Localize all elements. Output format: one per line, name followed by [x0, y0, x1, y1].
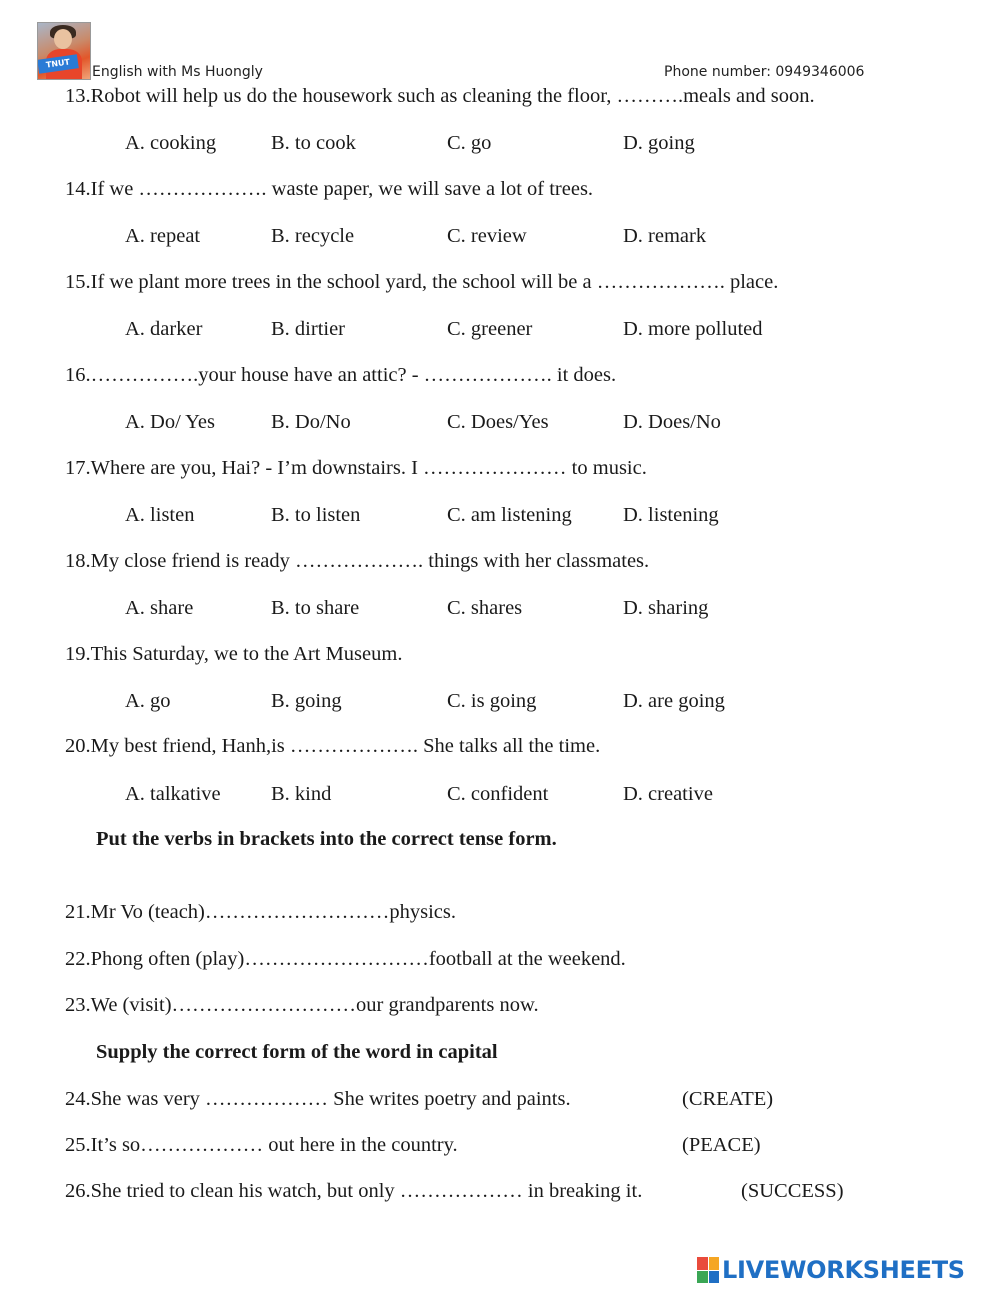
question-17: 17.Where are you, Hai? - I’m downstairs. I ………………… to music. — [65, 457, 647, 479]
option-c[interactable]: C. review — [447, 225, 527, 247]
option-b[interactable]: B. dirtier — [271, 318, 346, 340]
option-c[interactable]: C. am listening — [447, 504, 572, 526]
option-a[interactable]: A. talkative — [125, 783, 221, 805]
options-15 — [125, 318, 925, 344]
option-b[interactable]: B. to share — [271, 597, 360, 619]
option-c[interactable]: C. shares — [447, 597, 523, 619]
options-16 — [125, 411, 925, 437]
header-title: English with Ms Huongly — [92, 64, 263, 80]
option-d[interactable]: D. Does/No — [623, 411, 721, 433]
question-24: 24.She was very ……………… She writes poetry and paints. — [65, 1088, 571, 1110]
section-title-word-form: Supply the correct form of the word in capital — [96, 1041, 498, 1063]
option-a[interactable]: A. go — [125, 690, 171, 712]
options-13 — [125, 132, 925, 158]
capital-word-26: (SUCCESS) — [741, 1180, 844, 1202]
capital-word-25: (PEACE) — [682, 1134, 761, 1156]
question-14: 14.If we ………………. waste paper, we will save a lot of trees. — [65, 178, 594, 200]
option-c[interactable]: C. confident — [447, 783, 549, 805]
section-title-tense: Put the verbs in brackets into the correct tense form. — [96, 828, 557, 850]
option-a[interactable]: A. share — [125, 597, 194, 619]
question-25: 25.It’s so……………… out here in the country. — [65, 1134, 458, 1156]
question-18: 18.My close friend is ready ………………. things with her classmates. — [65, 550, 650, 572]
option-d[interactable]: D. creative — [623, 783, 713, 805]
question-19: 19.This Saturday, we to the Art Museum. — [65, 643, 403, 665]
header-phone: Phone number: 0949346006 — [664, 64, 865, 80]
options-18 — [125, 597, 925, 623]
capital-word-24: (CREATE) — [682, 1088, 774, 1110]
question-23: 23.We (visit)………………………our grandparents now. — [65, 994, 539, 1016]
options-17 — [125, 504, 925, 530]
question-15: 15.If we plant more trees in the school yard, the school will be a ………………. place. — [65, 271, 779, 293]
option-a[interactable]: A. Do/ Yes — [125, 411, 215, 433]
option-c[interactable]: C. greener — [447, 318, 533, 340]
options-19 — [125, 690, 925, 716]
option-b[interactable]: B. kind — [271, 783, 332, 805]
question-26: 26.She tried to clean his watch, but only ……………… in breaking it. — [65, 1180, 643, 1202]
option-b[interactable]: B. going — [271, 690, 342, 712]
option-d[interactable]: D. more polluted — [623, 318, 763, 340]
logo-block — [697, 1257, 708, 1270]
option-d[interactable]: D. are going — [623, 690, 725, 712]
question-20: 20.My best friend, Hanh,is ………………. She talks all the time. — [65, 735, 601, 757]
option-b[interactable]: B. recycle — [271, 225, 355, 247]
option-d[interactable]: D. going — [623, 132, 695, 154]
teacher-avatar — [37, 22, 91, 80]
logo-block — [697, 1271, 708, 1284]
question-22: 22.Phong often (play)………………………football at the weekend. — [65, 948, 626, 970]
option-d[interactable]: D. remark — [623, 225, 707, 247]
logo-block — [709, 1257, 720, 1270]
option-b[interactable]: B. to listen — [271, 504, 361, 526]
option-d[interactable]: D. sharing — [623, 597, 709, 619]
option-c[interactable]: C. Does/Yes — [447, 411, 549, 433]
question-21: 21.Mr Vo (teach)………………………physics. — [65, 901, 456, 923]
options-20 — [125, 783, 925, 809]
option-d[interactable]: D. listening — [623, 504, 719, 526]
logo-blocks-icon — [697, 1257, 719, 1283]
option-c[interactable]: C. go — [447, 132, 492, 154]
option-a[interactable]: A. listen — [125, 504, 195, 526]
logo-block — [709, 1271, 720, 1284]
page-header — [0, 0, 1000, 90]
logo-text: LIVEWORKSHEETS — [722, 1256, 965, 1284]
liveworksheets-logo[interactable] — [697, 1255, 965, 1285]
option-a[interactable]: A. cooking — [125, 132, 217, 154]
option-b[interactable]: B. to cook — [271, 132, 356, 154]
question-16: 16.…………….your house have an attic? - ………………. it does. — [65, 364, 617, 386]
option-b[interactable]: B. Do/No — [271, 411, 351, 433]
options-14 — [125, 225, 925, 251]
option-a[interactable]: A. darker — [125, 318, 203, 340]
option-c[interactable]: C. is going — [447, 690, 537, 712]
question-13: 13.Robot will help us do the housework such as cleaning the floor, ……….meals and soon. — [65, 85, 815, 107]
avatar-tag: TNUT — [37, 54, 79, 73]
option-a[interactable]: A. repeat — [125, 225, 201, 247]
